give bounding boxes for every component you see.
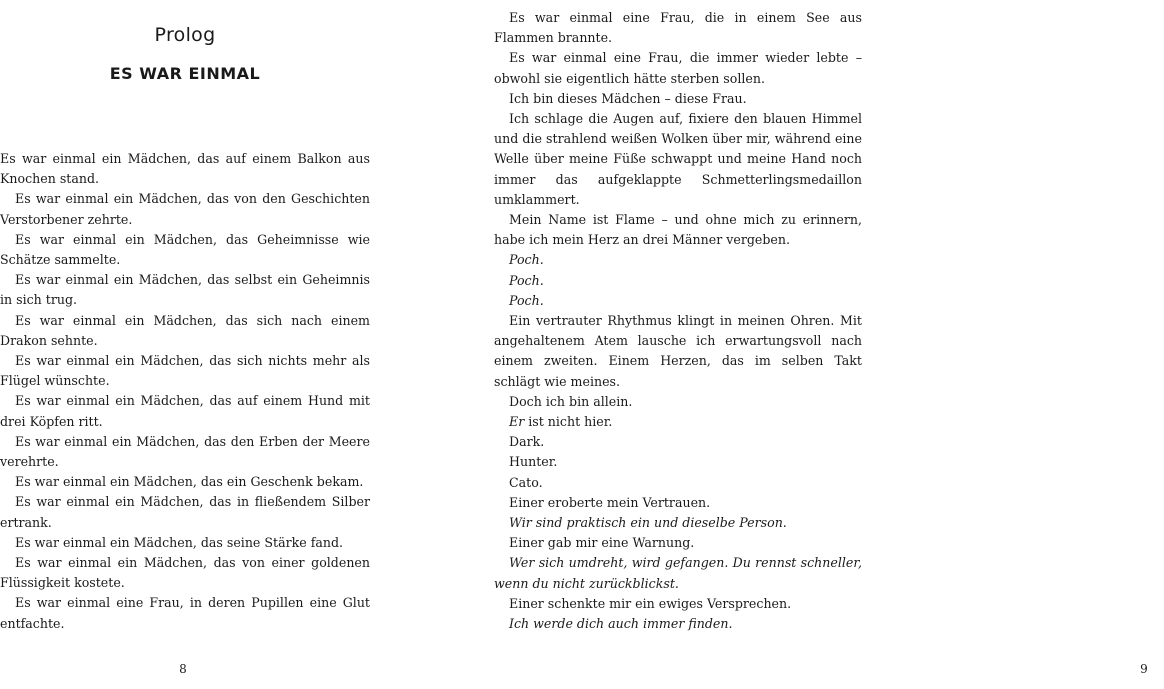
paragraph: Hunter. <box>509 454 558 470</box>
paragraph-italic: Wer sich umdreht, wird gefangen. Du rennst schneller, wenn du nicht zurückblickst. <box>494 555 862 591</box>
paragraph: Es war einmal ein Mädchen, das sich nichts mehr als Flügel wünschte. <box>0 353 370 389</box>
paragraph: Es war einmal ein Mädchen, das sich nach einem Drakon sehnte. <box>0 312 370 348</box>
paragraph: Einer gab mir eine Warnung. <box>509 535 695 551</box>
page-number-left: 8 <box>179 662 187 676</box>
paragraph: Ich bin dieses Mädchen – diese Frau. <box>509 90 747 106</box>
paragraph: Dark. <box>509 434 545 450</box>
paragraph: Es war einmal eine Frau, in deren Pupillen eine Glut entfachte. <box>0 595 370 631</box>
paragraph: Mein Name ist Flame – und ohne mich zu erinnern, habe ich mein Herz an drei Männer vergeben. <box>494 212 862 248</box>
paragraph: Doch ich bin allein. <box>509 393 633 409</box>
paragraph: Es war einmal eine Frau, die immer wieder lebte – obwohl sie eigentlich hätte sterben sollen. <box>494 50 862 86</box>
paragraph: Ein vertrauter Rhythmus klingt in meinen Ohren. Mit angehaltenem Atem lausche ich erwartungsvoll nach einem zweiten. Einem Herzen, das im selben Takt schlägt wie meines. <box>494 313 862 389</box>
paragraph-mixed <box>494 412 862 432</box>
paragraph: Es war einmal ein Mädchen, das ein Geschenk bekam. <box>15 474 364 490</box>
paragraph-italic: Poch. <box>509 252 544 268</box>
paragraph: Es war einmal ein Mädchen, das auf einem Hund mit drei Köpfen ritt. <box>0 393 370 429</box>
paragraph-rest: ist nicht hier. <box>528 414 613 430</box>
left-body-text <box>0 149 370 634</box>
paragraph: Es war einmal ein Mädchen, das von einer goldenen Flüssigkeit kostete. <box>0 555 370 591</box>
paragraph: Ich schlage die Augen auf, fixiere den blauen Himmel und die strahlend weißen Wolken über mir, während eine Welle über meine Füße schwappt und meine Hand noch immer das aufgeklappte Schmetterlingsmedaillon umklammert. <box>494 111 862 207</box>
paragraph-italic: Wir sind praktisch ein und dieselbe Person. <box>509 515 787 531</box>
paragraph: Es war einmal ein Mädchen, das seine Stärke fand. <box>15 534 344 550</box>
paragraph: Einer schenkte mir ein ewiges Versprechen. <box>509 595 792 611</box>
right-body-text <box>494 8 862 634</box>
paragraph: Es war einmal eine Frau, die in einem See aus Flammen brannte. <box>494 10 862 46</box>
paragraph-italic: Poch. <box>509 272 544 288</box>
paragraph-italic: Poch. <box>509 292 544 308</box>
left-page <box>0 0 370 689</box>
paragraph: Es war einmal ein Mädchen, das Geheimnisse wie Schätze sammelte. <box>0 231 370 268</box>
page-number-right: 9 <box>1140 662 1148 676</box>
paragraph-italic: Ich werde dich auch immer finden. <box>509 616 733 632</box>
right-page <box>494 0 1148 689</box>
paragraph: Einer eroberte mein Vertrauen. <box>509 494 711 510</box>
paragraph: Es war einmal ein Mädchen, das selbst ein Geheimnis in sich trug. <box>0 272 370 308</box>
paragraph: Es war einmal ein Mädchen, das in fließendem Silber ertrank. <box>0 494 370 530</box>
paragraph: Es war einmal ein Mädchen, das den Erben der Meere verehrte. <box>0 433 370 470</box>
paragraph: Es war einmal ein Mädchen, das von den Geschichten Verstorbener zehrte. <box>0 191 370 227</box>
chapter-title: ES WAR EINMAL <box>109 64 261 83</box>
emphasis-er: Er <box>509 414 525 430</box>
chapter-label: Prolog <box>154 24 216 46</box>
paragraph: Cato. <box>509 474 543 490</box>
paragraph: Es war einmal ein Mädchen, das auf einem Balkon aus Knochen stand. <box>0 151 370 187</box>
